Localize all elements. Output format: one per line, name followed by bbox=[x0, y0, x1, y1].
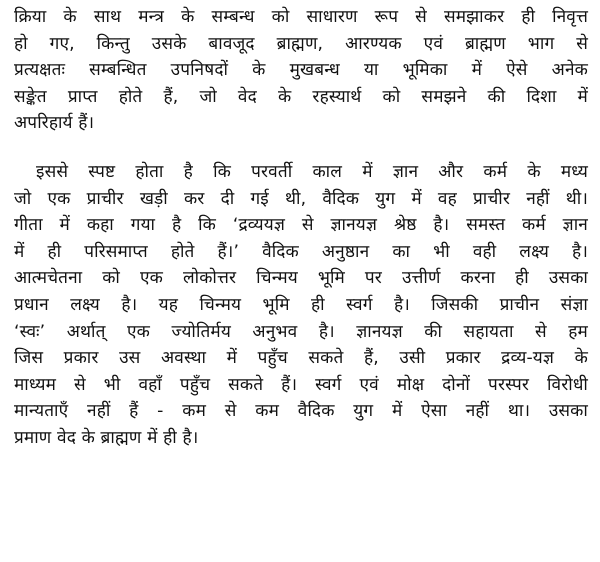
text-line: हो गए, किन्तु उसके बावजूद ब्राह्मण, आरण्यक एवं ब्राह्मण भाग से bbox=[14, 33, 588, 54]
text-line: ‘स्वः’ अर्थात् एक ज्योतिर्मय अनुभव है। ज्ञानयज्ञ की सहायता से हम bbox=[14, 321, 588, 342]
text-line: अपरिहार्य हैं। bbox=[14, 113, 95, 134]
text-line: माध्यम से भी वहाँ पहुँच सकते हैं। स्वर्ग एवं मोक्ष दोनों परस्पर विरोधी bbox=[14, 374, 588, 395]
paragraph-2 bbox=[14, 159, 588, 452]
text-line: प्रमाण वेद के ब्राह्मण में ही है। bbox=[14, 427, 199, 448]
text-line: में ही परिसमाप्त होते हैं।’ वैदिक अनुष्ठान का भी वही लक्ष्य है। bbox=[14, 241, 588, 262]
text-line: गीता में कहा गया है कि ‘द्रव्ययज्ञ से ज्ञानयज्ञ श्रेष्ठ है। समस्त कर्म ज्ञान bbox=[14, 215, 588, 236]
text-line: प्रत्यक्षतः सम्बन्धित उपनिषदों के मुखबन्ध या भूमिका में ऐसे अनेक bbox=[14, 60, 588, 81]
text-line: जो एक प्राचीर खड़ी कर दी गई थी, वैदिक युग में वह प्राचीर नहीं थी। bbox=[14, 188, 588, 209]
text-line: आत्मचेतना को एक लोकोत्तर चिन्मय भूमि पर उत्तीर्ण करना ही उसका bbox=[14, 268, 588, 289]
text-line: क्रिया के साथ मन्त्र के सम्बन्ध को साधारण रूप से समझाकर ही निवृत्त bbox=[14, 7, 588, 27]
document-page bbox=[14, 4, 588, 452]
paragraph-1 bbox=[14, 4, 588, 137]
text-line: मान्यताएँ नहीं हैं - कम से कम वैदिक युग में ऐसा नहीं था। उसका bbox=[14, 401, 588, 422]
text-line: इससे स्पष्ट होता है कि परवर्ती काल में ज्ञान और कर्म के मध्य bbox=[36, 161, 588, 182]
text-line: प्रधान लक्ष्य है। यह चिन्मय भूमि ही स्वर्ग है। जिसकी प्राचीन संज्ञा bbox=[14, 294, 588, 315]
paragraph-spacer bbox=[14, 137, 588, 159]
text-line: जिस प्रकार उस अवस्था में पहुँच सकते हैं, उसी प्रकार द्रव्य-यज्ञ के bbox=[14, 348, 588, 369]
text-line: सङ्केत प्राप्त होते हैं, जो वेद के रहस्यार्थ को समझने की दिशा में bbox=[14, 86, 588, 107]
